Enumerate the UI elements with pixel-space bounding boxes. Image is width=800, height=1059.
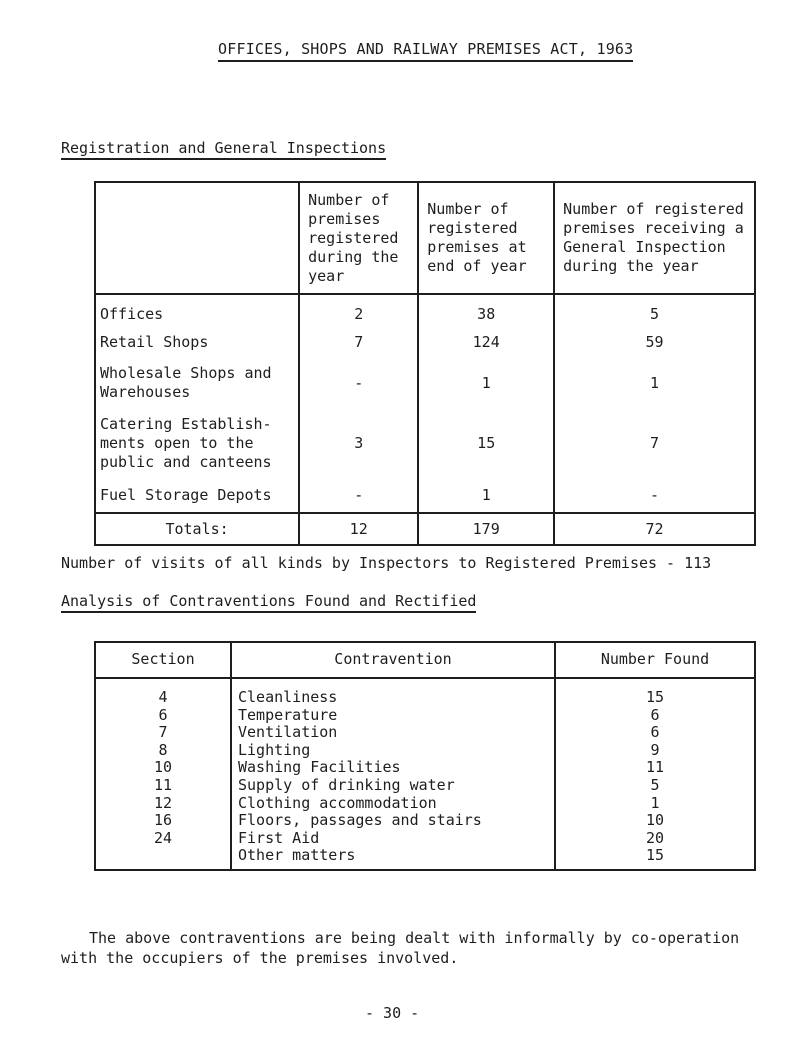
cell-section: 4 xyxy=(95,678,231,707)
total-registered: 12 xyxy=(299,513,418,545)
cell-number: 10 xyxy=(555,812,755,830)
cell-number: 6 xyxy=(555,724,755,742)
cell-contravention: Clothing accommodation xyxy=(231,795,555,813)
cell-contravention: Temperature xyxy=(231,707,555,725)
contraventions-table xyxy=(94,641,756,871)
page-title: OFFICES, SHOPS AND RAILWAY PREMISES ACT, 1963 xyxy=(218,40,633,62)
cell-number: 5 xyxy=(555,777,755,795)
cell-contravention: First Aid xyxy=(231,830,555,848)
cell-section: 6 xyxy=(95,707,231,725)
table-row xyxy=(95,707,755,725)
cell-section: 8 xyxy=(95,742,231,760)
cell-at-end: 1 xyxy=(418,358,554,408)
registration-header-row xyxy=(95,182,755,294)
cell-at-end: 1 xyxy=(418,478,554,513)
header-registered-during-year: Number of premises registered during the year xyxy=(299,182,418,294)
table-row xyxy=(95,777,755,795)
cell-number: 9 xyxy=(555,742,755,760)
registration-table xyxy=(94,181,756,546)
cell-section: 16 xyxy=(95,812,231,830)
table-row xyxy=(95,724,755,742)
contraventions-header-row xyxy=(95,642,755,678)
total-inspected: 72 xyxy=(554,513,755,545)
cell-at-end: 15 xyxy=(418,408,554,478)
row-label: Offices xyxy=(95,294,299,326)
header-section: Section xyxy=(95,642,231,678)
cell-section: 10 xyxy=(95,759,231,777)
table-row xyxy=(95,795,755,813)
total-at-end: 179 xyxy=(418,513,554,545)
row-label: Wholesale Shops and Warehouses xyxy=(95,358,299,408)
cell-registered: 3 xyxy=(299,408,418,478)
header-general-inspection: Number of registered premises receiving a General Inspection during the year xyxy=(554,182,755,294)
table-row xyxy=(95,812,755,830)
cell-at-end: 38 xyxy=(418,294,554,326)
cell-contravention: Floors, passages and stairs xyxy=(231,812,555,830)
table-row xyxy=(95,678,755,707)
table-row xyxy=(95,478,755,513)
cell-contravention: Cleanliness xyxy=(231,678,555,707)
row-label: Retail Shops xyxy=(95,326,299,358)
table-row xyxy=(95,294,755,326)
cell-contravention: Washing Facilities xyxy=(231,759,555,777)
closing-paragraph: The above contraventions are being dealt with informally by co-operation with the occupiers of the premises involved. xyxy=(61,929,740,967)
registration-heading: Registration and General Inspections xyxy=(61,139,386,160)
cell-registered: 2 xyxy=(299,294,418,326)
totals-label: Totals: xyxy=(95,513,299,545)
cell-inspected: 1 xyxy=(554,358,755,408)
visits-line: Number of visits of all kinds by Inspectors to Registered Premises - 113 xyxy=(61,554,712,572)
cell-section: 24 xyxy=(95,830,231,848)
header-contravention: Contravention xyxy=(231,642,555,678)
table-row xyxy=(95,759,755,777)
table-row xyxy=(95,742,755,760)
cell-number: 11 xyxy=(555,759,755,777)
cell-registered: - xyxy=(299,478,418,513)
cell-number: 15 xyxy=(555,847,755,870)
cell-registered: 7 xyxy=(299,326,418,358)
cell-at-end: 124 xyxy=(418,326,554,358)
table-row xyxy=(95,830,755,848)
totals-row xyxy=(95,513,755,545)
cell-contravention: Supply of drinking water xyxy=(231,777,555,795)
cell-number: 15 xyxy=(555,678,755,707)
table-row xyxy=(95,326,755,358)
header-blank xyxy=(95,182,299,294)
header-number-found: Number Found xyxy=(555,642,755,678)
contraventions-heading: Analysis of Contraventions Found and Rectified xyxy=(61,592,476,613)
row-label: Fuel Storage Depots xyxy=(95,478,299,513)
cell-contravention: Lighting xyxy=(231,742,555,760)
table-row xyxy=(95,847,755,870)
cell-section: 7 xyxy=(95,724,231,742)
cell-inspected: - xyxy=(554,478,755,513)
cell-inspected: 5 xyxy=(554,294,755,326)
table-row xyxy=(95,408,755,478)
table-row xyxy=(95,358,755,408)
cell-number: 20 xyxy=(555,830,755,848)
cell-inspected: 59 xyxy=(554,326,755,358)
cell-section: 11 xyxy=(95,777,231,795)
cell-contravention: Other matters xyxy=(231,847,555,870)
cell-inspected: 7 xyxy=(554,408,755,478)
page-number: - 30 - xyxy=(365,1004,420,1022)
cell-section: 12 xyxy=(95,795,231,813)
cell-section xyxy=(95,847,231,870)
cell-number: 6 xyxy=(555,707,755,725)
cell-number: 1 xyxy=(555,795,755,813)
cell-contravention: Ventilation xyxy=(231,724,555,742)
row-label: Catering Establish-ments open to the public and canteens xyxy=(95,408,299,478)
cell-registered: - xyxy=(299,358,418,408)
header-registered-at-end: Number of registered premises at end of year xyxy=(418,182,554,294)
